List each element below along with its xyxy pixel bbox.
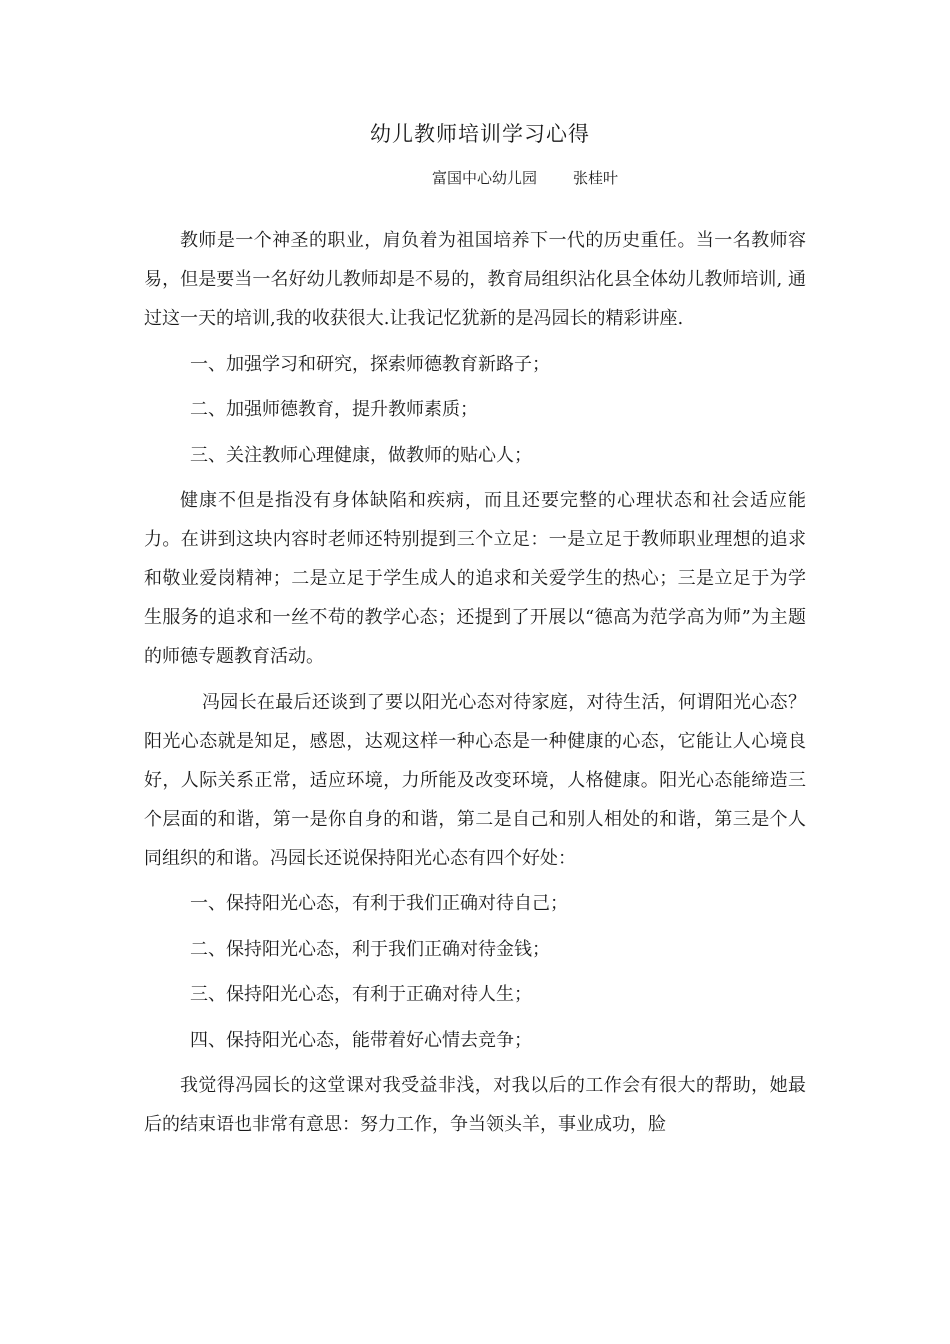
list-item-benefit-2: 二、保持阳光心态，利于我们正确对待金钱；: [190, 938, 550, 960]
paragraph-intro: 教师是一个神圣的职业，肩负着为祖国培养下一代的历史重任。当一名教师容易，但是要当一名好幼儿教师却是不易的，教育局组织沾化县全体幼儿教师培训, 通过这一天的培训,我的收获很大.让我记忆犹新的是冯园长的精彩讲座.: [144, 230, 806, 329]
list-item-point-1: 一、加强学习和研究，探索师德教育新路子；: [190, 353, 550, 375]
byline: [432, 167, 618, 188]
paragraph-sunshine: 冯园长在最后还谈到了要以阳光心态对待家庭，对待生活，何谓阳光心态？阳光心态就是知足，感恩，达观这样一种心态是一种健康的心态，它能让人心境良好，人际关系正常，适应环境，力所能及改变环境，人格健康。阳光心态能缔造三个层面的和谐，第一是你自身的和谐，第二是自己和别人相处的和谐，第三是个人同组织的和谐。冯园长还说保持阳光心态有四个好处：: [144, 691, 806, 869]
list-item-point-2: 二、加强师德教育，提升教师素质；: [190, 399, 478, 420]
document-body: [144, 221, 806, 1151]
paragraph-closing: 我觉得冯园长的这堂课对我受益非浅，对我以后的工作会有很大的帮助，她最后的结束语也非常有意思：努力工作，争当领头羊，事业成功，脸: [144, 1075, 806, 1135]
list-item-benefit-3: 三、保持阳光心态，有利于正确对待人生；: [190, 984, 532, 1005]
list-item-benefit-4: 四、保持阳光心态，能带着好心情去竞争；: [190, 1029, 532, 1051]
school-name: 富国中心幼儿园: [432, 169, 538, 187]
author-name: 张桂叶: [573, 169, 619, 187]
paragraph-health: 健康不但是指没有身体缺陷和疾病，而且还要完整的心理状态和社会适应能力。在讲到这块内容时老师还特别提到三个立足：一是立足于教师职业理想的追求和敬业爱岗精神；二是立足于学生成人的追求和关爱学生的热心；三是立足于为学生服务的追求和一丝不苟的教学心态；还提到了开展以“德高为范学高为师”为主题的师德专题教育活动。: [144, 490, 806, 667]
list-item-point-3: 三、关注教师心理健康，做教师的贴心人；: [190, 444, 532, 466]
document-title: 幼儿教师培训学习心得: [370, 122, 590, 146]
list-item-benefit-1: 一、保持阳光心态，有利于我们正确对待自己；: [190, 893, 568, 914]
